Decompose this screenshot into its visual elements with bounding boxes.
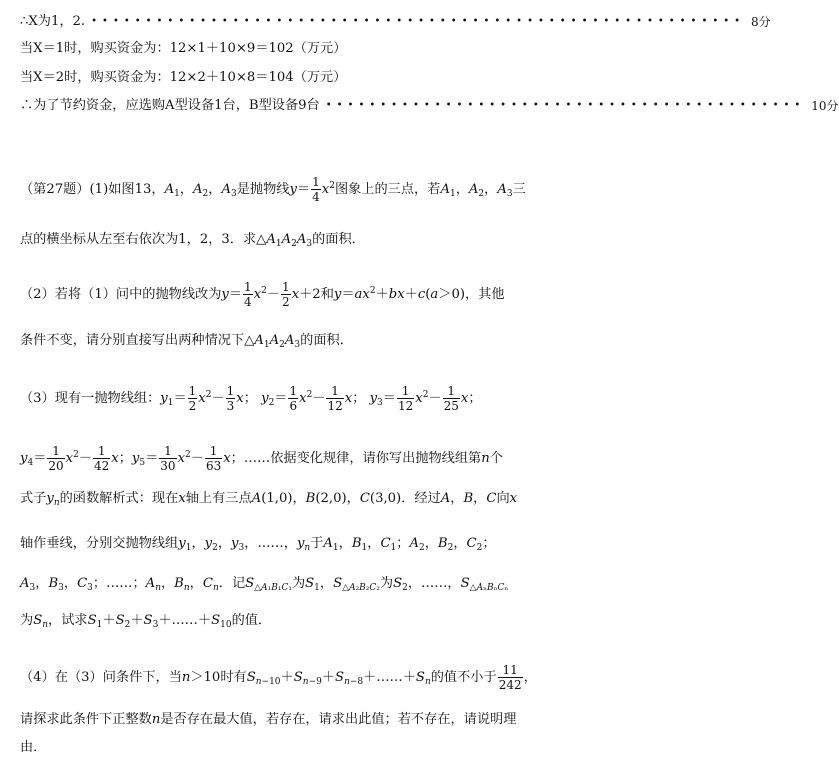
- q3-line-5: $A_3$，$B_3$，$C_3$；……；$A_n$，$B_n$，$C_n$．记$S_{\triangle A_1B_1C_1}$为$S_1$，$S_{\triangle A_2B_2C_2}$为$S_2$，……，$S_{\triangle A_nB_nC_n}$: [20, 576, 509, 593]
- dot-leader: ••••••••••••••••••••••••••••••••••••••••••••: [325, 100, 806, 111]
- solution-text-1: ∴X为1，2.: [20, 14, 86, 29]
- q3-line-4: 轴作垂线，分别交抛物线组$y_1$，$y_2$，$y_3$，……，$y_n$于$A_1$，$B_1$，$C_1$；$A_2$，$B_2$，$C_2$；: [20, 536, 496, 553]
- q1-line-2: 点的横坐标从左至右依次为1，2，3．求$\triangle A_1A_2A_3$的面积．: [20, 232, 365, 249]
- q4-line-1: （4）在（3）问条件下，当n＞10时有$S_{n-10}+S_{n-9}+S_{n-8}+\dots\dots+S_n$的值不小于 $\frac{11}{242}$ ，: [20, 663, 537, 692]
- solution-line-1: [20, 13, 771, 31]
- q3-line-2: $y_4=$ $\frac{1}{20}$ $x^2-$ $\frac{1}{42}$ x；$y_5=$ $\frac{1}{30}$ $x^2-$ $\frac{1}{63}$ x；……依据变化规律，请你写出抛物线组第n个: [20, 444, 503, 473]
- q2-line-1: （2）若将（1）问中的抛物线改为y＝ $\frac{1}{4}$ $x^2-$ $\frac{1}{2}$ x＋2和$y=ax^2+bx+c(a>0)$，其他: [20, 280, 505, 309]
- dot-leader: ••••••••••••••••••••••••••••••••••••••••••••••••••••••••••••: [91, 16, 746, 27]
- q3-line-6: 为$S_n$，试求$S_1+S_2+S_3+\dots\dots+S_{10}$的值．: [20, 613, 272, 630]
- solution-line-4: [20, 97, 839, 115]
- q1-line-1: （第27题）(1)如图13，$A_1$，$A_2$，$A_3$是抛物线y＝ $\frac{1}{4}$ $x^2$图象上的三点，若$A_1$，$A_2$，$A_3$三: [20, 175, 526, 204]
- solution-line-3: 当X＝2时，购买资金为：12×2＋10×8＝104（万元）: [20, 70, 347, 85]
- solution-text-4: ∴为了节约资金，应选购A型设备1台，B型设备9台: [20, 98, 320, 113]
- q4-line-3: 由．: [20, 740, 47, 755]
- solution-line-2: 当X＝1时，购买资金为：12×1＋10×9＝102（万元）: [20, 41, 347, 56]
- q3-line-3: 式子$y_n$的函数解析式：现在x轴上有三点A(1,0)，B(2,0)，C(3,0)．经过A，B，C向x: [20, 491, 518, 508]
- fraction: $\frac{1}{4}$: [312, 175, 320, 204]
- score-label: 10分: [811, 99, 839, 113]
- q4-line-2: 请探求此条件下正整数n是否存在最大值，若存在，请求出此值；若不存在，请说明理: [20, 712, 517, 727]
- q2-line-2: 条件不变，请分别直接写出两种情况下$\triangle A_1A_2A_3$的面积．: [20, 333, 353, 350]
- q3-line-1: （3）现有一抛物线组：$y_1=$ $\frac{1}{2}$ $x^2-$ $\frac{1}{3}$ x； $y_2=$ $\frac{1}{6}$ $x^2-$ $\frac{1}{12}$ x； $y_3=$ $\frac{1}{12}$ $x^2-$ $\frac{1}{25}$ x；: [20, 384, 482, 413]
- score-label: 8分: [751, 15, 771, 29]
